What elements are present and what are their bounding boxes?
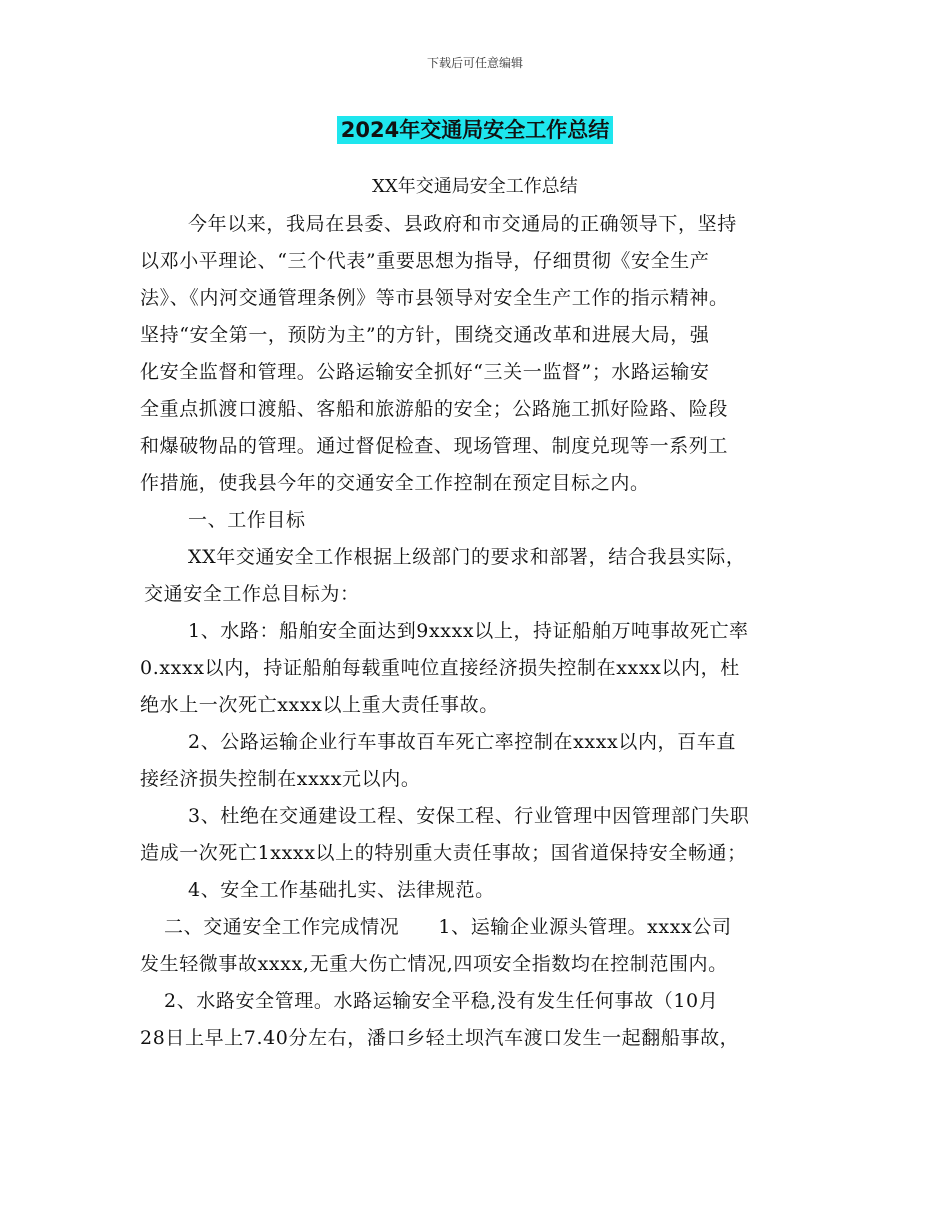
body-line: 4、安全工作基础扎实、法律规范。 bbox=[188, 879, 495, 901]
body-line: 化安全监督和管理。公路运输安全抓好“三关一监督”；水路运输安 bbox=[140, 361, 710, 383]
document-title bbox=[0, 114, 950, 144]
body-line: 28日上早上7.40分左右，潘口乡轻土坝汽车渡口发生一起翻船事故， bbox=[140, 1027, 740, 1049]
body-line: 接经济损失控制在xxxx元以内。 bbox=[140, 768, 421, 790]
body-line: 法》、《内河交通管理条例》等市县领导对安全生产工作的指示精神。 bbox=[140, 287, 729, 309]
section-heading: 二、交通安全工作完成情况 1、运输企业源头管理。xxxx公司 bbox=[164, 916, 732, 938]
header-note: 下载后可任意编辑 bbox=[426, 56, 523, 70]
body-line: 和爆破物品的管理。通过督促检查、现场管理、制度兑现等一系列工 bbox=[140, 435, 729, 457]
body-line: 今年以来，我局在县委、县政府和市交通局的正确领导下，坚持 bbox=[188, 213, 737, 235]
section-heading: 一、工作目标 bbox=[188, 509, 306, 531]
body-line: 1、水路：船舶安全面达到9xxxx以上，持证船舶万吨事故死亡率 bbox=[188, 620, 749, 642]
document-subtitle: XX年交通局安全工作总结 bbox=[372, 176, 578, 197]
body-line: 0.xxxx以内，持证船舶每载重吨位直接经济损失控制在xxxx以内，杜 bbox=[140, 657, 740, 679]
body-line: 全重点抓渡口渡船、客船和旅游船的安全；公路施工抓好险路、险段 bbox=[140, 398, 729, 420]
document-title-text: 2024年交通局安全工作总结 bbox=[337, 116, 613, 144]
body-line: 3、杜绝在交通建设工程、安保工程、行业管理中因管理部门失职 bbox=[188, 805, 750, 827]
body-line: 作措施，使我县今年的交通安全工作控制在预定目标之内。 bbox=[140, 472, 650, 494]
body-line: 坚持“安全第一，预防为主”的方针，围绕交通改革和进展大局，强 bbox=[140, 324, 710, 346]
body-line: 交通安全工作总目标为： bbox=[144, 583, 360, 605]
body-line: 绝水上一次死亡xxxx以上重大责任事故。 bbox=[140, 694, 499, 716]
body-line: XX年交通安全工作根据上级部门的要求和部署，结合我县实际， bbox=[188, 546, 746, 568]
body-line: 发生轻微事故xxxx,无重大伤亡情况,四项安全指数均在控制范围内。 bbox=[140, 953, 728, 975]
body-line: 以邓小平理论、“三个代表”重要思想为指导，仔细贯彻《安全生产 bbox=[140, 250, 710, 272]
body-line: 造成一次死亡1xxxx以上的特别重大责任事故；国省道保持安全畅通； bbox=[140, 842, 747, 864]
body-line: 2、水路安全管理。水路运输安全平稳,没有发生任何事故（10月 bbox=[164, 990, 719, 1012]
body-line: 2、公路运输企业行车事故百车死亡率控制在xxxx以内，百车直 bbox=[188, 731, 736, 753]
